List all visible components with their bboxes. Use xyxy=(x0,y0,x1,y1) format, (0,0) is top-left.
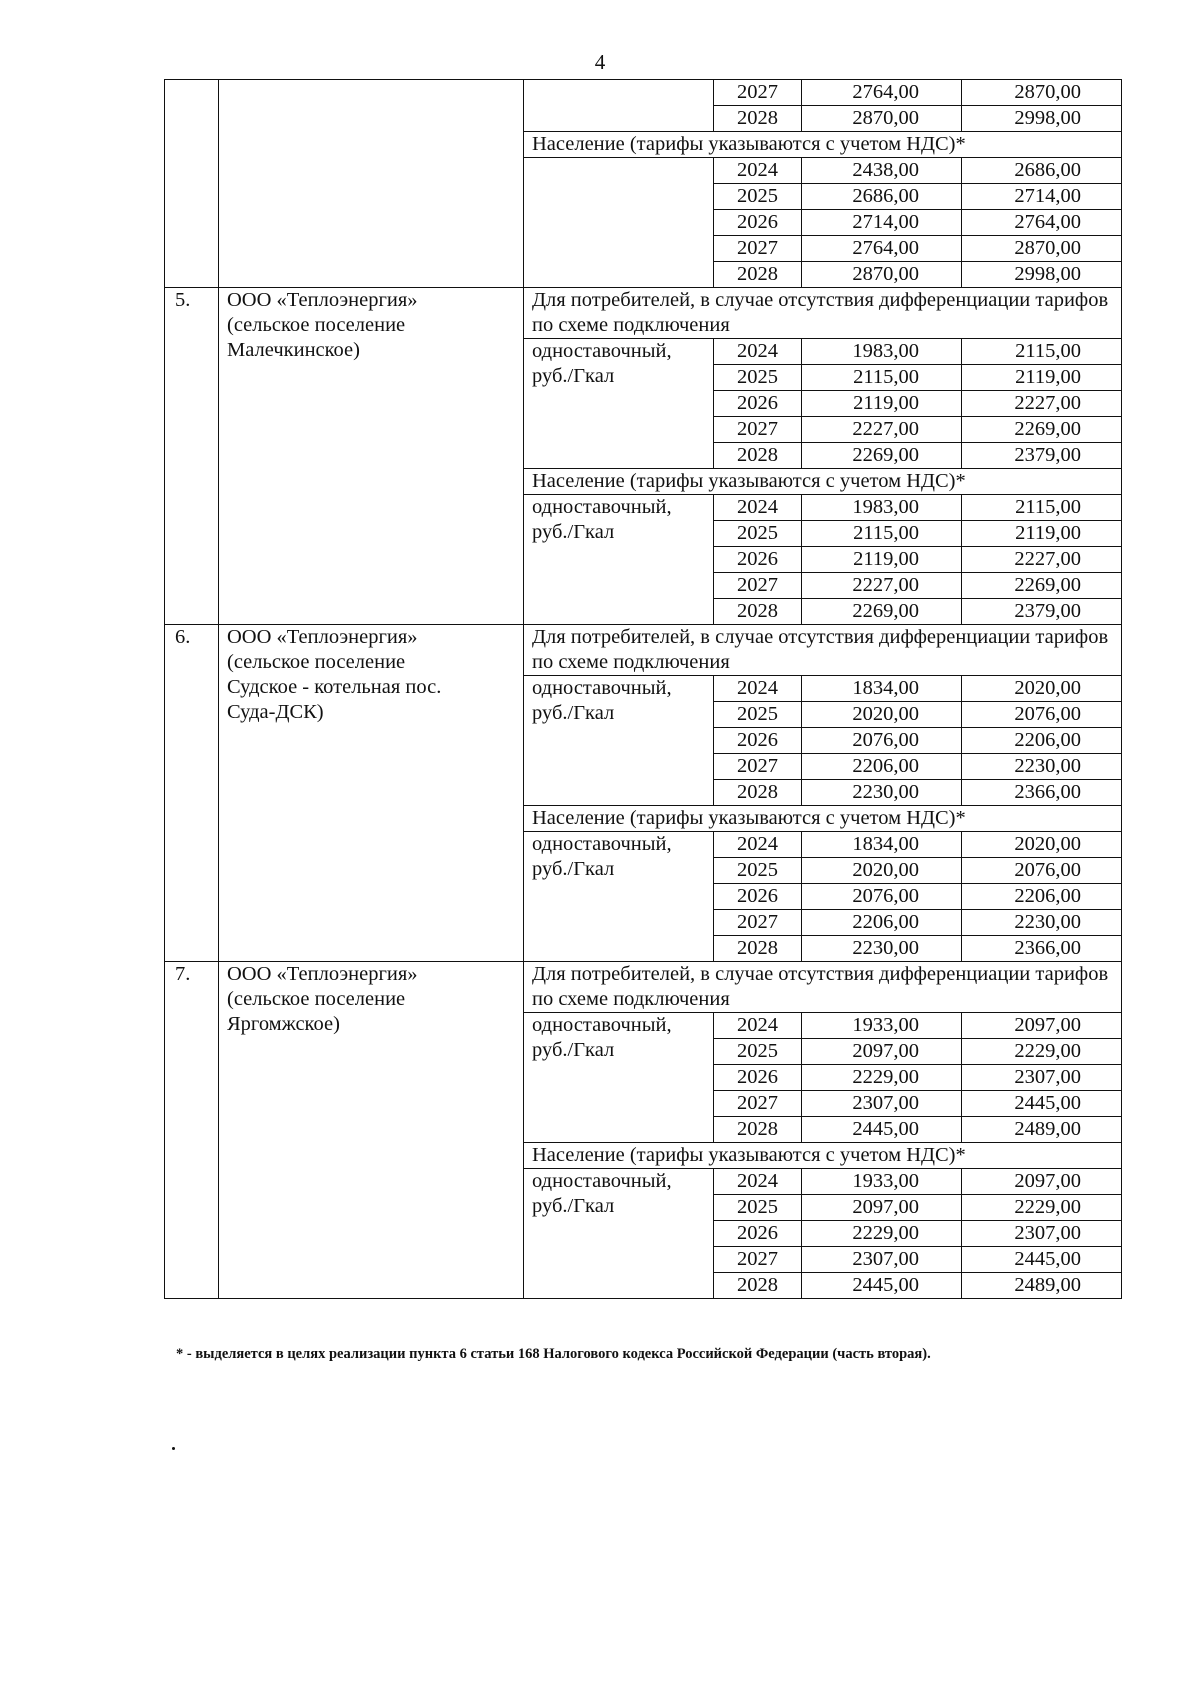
tariff-first-half-cell: 2020,00 xyxy=(802,702,962,728)
rate-label-cell xyxy=(524,158,714,288)
table-row xyxy=(165,80,1122,106)
organization-cell xyxy=(219,625,524,962)
rate-label-cell: одноставочный, руб./Гкал xyxy=(524,832,714,962)
year-cell: 2027 xyxy=(714,754,802,780)
tariff-first-half-cell: 1983,00 xyxy=(802,495,962,521)
tariff-first-half-cell: 2230,00 xyxy=(802,780,962,806)
organization-line: Суда-ДСК) xyxy=(227,701,324,723)
tariff-first-half-cell: 2206,00 xyxy=(802,754,962,780)
rate-label-cell: одноставочный, руб./Гкал xyxy=(524,339,714,469)
organization-line: Яргомжское) xyxy=(227,1013,340,1035)
organization-cell xyxy=(219,288,524,625)
consumers-header: Для потребителей, в случае отсутствия дифференциации тарифов по схеме подключения xyxy=(524,288,1122,339)
tariff-first-half-cell: 2445,00 xyxy=(802,1273,962,1299)
year-cell: 2027 xyxy=(714,236,802,262)
row-number-cell: 5. xyxy=(165,288,219,625)
organization-line: (сельское поселение xyxy=(227,651,406,673)
tariff-second-half-cell: 2227,00 xyxy=(962,547,1122,573)
tariff-first-half-cell: 1933,00 xyxy=(802,1013,962,1039)
year-cell: 2026 xyxy=(714,1065,802,1091)
year-cell: 2027 xyxy=(714,80,802,106)
tariff-first-half-cell: 2438,00 xyxy=(802,158,962,184)
tariff-second-half-cell: 2230,00 xyxy=(962,754,1122,780)
tariff-second-half-cell: 2119,00 xyxy=(962,365,1122,391)
year-cell: 2026 xyxy=(714,728,802,754)
tariff-second-half-cell: 2227,00 xyxy=(962,391,1122,417)
tariff-first-half-cell: 1834,00 xyxy=(802,676,962,702)
year-cell: 2025 xyxy=(714,702,802,728)
tariff-second-half-cell: 2379,00 xyxy=(962,599,1122,625)
tariff-first-half-cell: 2764,00 xyxy=(802,80,962,106)
tariff-second-half-cell: 2115,00 xyxy=(962,495,1122,521)
rate-label-cell xyxy=(524,80,714,132)
tariff-first-half-cell: 2119,00 xyxy=(802,391,962,417)
year-cell: 2027 xyxy=(714,417,802,443)
tariff-first-half-cell: 1933,00 xyxy=(802,1169,962,1195)
footnote: * - выделяется в целях реализации пункта 6 статьи 168 Налогового кодекса Российской Федерации (часть вторая). xyxy=(176,1346,931,1362)
year-cell: 2028 xyxy=(714,262,802,288)
tariff-second-half-cell: 2489,00 xyxy=(962,1117,1122,1143)
tariff-first-half-cell: 2269,00 xyxy=(802,599,962,625)
page-number: 4 xyxy=(594,50,606,74)
tariff-first-half-cell: 2307,00 xyxy=(802,1091,962,1117)
row-number-cell: 7. xyxy=(165,962,219,1299)
organization-line: ООО «Теплоэнергия» xyxy=(227,289,418,311)
row-number-cell xyxy=(165,80,219,288)
tariff-first-half-cell: 2115,00 xyxy=(802,521,962,547)
organization-cell xyxy=(219,962,524,1299)
organization-line: ООО «Теплоэнергия» xyxy=(227,963,418,985)
population-header: Население (тарифы указываются с учетом НДС)* xyxy=(524,132,1122,158)
tariff-second-half-cell: 2076,00 xyxy=(962,702,1122,728)
consumers-header: Для потребителей, в случае отсутствия дифференциации тарифов по схеме подключения xyxy=(524,962,1122,1013)
year-cell: 2024 xyxy=(714,339,802,365)
year-cell: 2026 xyxy=(714,391,802,417)
tariff-table xyxy=(164,79,1122,1299)
tariff-first-half-cell: 2230,00 xyxy=(802,936,962,962)
year-cell: 2025 xyxy=(714,521,802,547)
year-cell: 2027 xyxy=(714,1091,802,1117)
tariff-first-half-cell: 2076,00 xyxy=(802,884,962,910)
tariff-second-half-cell: 2764,00 xyxy=(962,210,1122,236)
organization-line: Малечкинское) xyxy=(227,339,360,361)
year-cell: 2026 xyxy=(714,1221,802,1247)
year-cell: 2028 xyxy=(714,780,802,806)
rate-label-cell: одноставочный, руб./Гкал xyxy=(524,1169,714,1299)
tariff-first-half-cell: 1834,00 xyxy=(802,832,962,858)
population-header: Население (тарифы указываются с учетом НДС)* xyxy=(524,469,1122,495)
year-cell: 2028 xyxy=(714,1273,802,1299)
year-cell: 2028 xyxy=(714,106,802,132)
tariff-first-half-cell: 2445,00 xyxy=(802,1117,962,1143)
tariff-first-half-cell: 2686,00 xyxy=(802,184,962,210)
year-cell: 2025 xyxy=(714,184,802,210)
tariff-second-half-cell: 2307,00 xyxy=(962,1221,1122,1247)
tariff-second-half-cell: 2206,00 xyxy=(962,728,1122,754)
row-number-cell: 6. xyxy=(165,625,219,962)
tariff-first-half-cell: 2115,00 xyxy=(802,365,962,391)
tariff-second-half-cell: 2686,00 xyxy=(962,158,1122,184)
tariff-second-half-cell: 2307,00 xyxy=(962,1065,1122,1091)
consumers-header: Для потребителей, в случае отсутствия дифференциации тарифов по схеме подключения xyxy=(524,625,1122,676)
year-cell: 2024 xyxy=(714,676,802,702)
tariff-first-half-cell: 2206,00 xyxy=(802,910,962,936)
tariff-second-half-cell: 2097,00 xyxy=(962,1013,1122,1039)
tariff-first-half-cell: 2227,00 xyxy=(802,417,962,443)
year-cell: 2028 xyxy=(714,1117,802,1143)
rate-label-cell: одноставочный, руб./Гкал xyxy=(524,1013,714,1143)
tariff-second-half-cell: 2998,00 xyxy=(962,262,1122,288)
tariff-first-half-cell: 2097,00 xyxy=(802,1195,962,1221)
tariff-second-half-cell: 2229,00 xyxy=(962,1039,1122,1065)
tariff-second-half-cell: 2269,00 xyxy=(962,417,1122,443)
tariff-second-half-cell: 2870,00 xyxy=(962,236,1122,262)
tariff-second-half-cell: 2445,00 xyxy=(962,1091,1122,1117)
tariff-first-half-cell: 2229,00 xyxy=(802,1065,962,1091)
year-cell: 2024 xyxy=(714,1169,802,1195)
tariff-second-half-cell: 2445,00 xyxy=(962,1247,1122,1273)
tariff-first-half-cell: 2227,00 xyxy=(802,573,962,599)
tariff-second-half-cell: 2714,00 xyxy=(962,184,1122,210)
rate-label-cell: одноставочный, руб./Гкал xyxy=(524,676,714,806)
tariff-second-half-cell: 2206,00 xyxy=(962,884,1122,910)
tariff-second-half-cell: 2097,00 xyxy=(962,1169,1122,1195)
rate-label-cell: одноставочный, руб./Гкал xyxy=(524,495,714,625)
organization-line: (сельское поселение xyxy=(227,988,406,1010)
tariff-second-half-cell: 2020,00 xyxy=(962,676,1122,702)
population-header: Население (тарифы указываются с учетом НДС)* xyxy=(524,1143,1122,1169)
tariff-first-half-cell: 2870,00 xyxy=(802,262,962,288)
year-cell: 2026 xyxy=(714,884,802,910)
tariff-first-half-cell: 2020,00 xyxy=(802,858,962,884)
year-cell: 2028 xyxy=(714,599,802,625)
year-cell: 2025 xyxy=(714,1039,802,1065)
organization-line: ООО «Теплоэнергия» xyxy=(227,626,418,648)
tariff-second-half-cell: 2870,00 xyxy=(962,80,1122,106)
year-cell: 2025 xyxy=(714,1195,802,1221)
tariff-second-half-cell: 2366,00 xyxy=(962,936,1122,962)
tariff-first-half-cell: 2076,00 xyxy=(802,728,962,754)
tariff-second-half-cell: 2119,00 xyxy=(962,521,1122,547)
year-cell: 2024 xyxy=(714,158,802,184)
tariff-second-half-cell: 2379,00 xyxy=(962,443,1122,469)
year-cell: 2026 xyxy=(714,210,802,236)
tariff-second-half-cell: 2230,00 xyxy=(962,910,1122,936)
population-header: Население (тарифы указываются с учетом НДС)* xyxy=(524,806,1122,832)
year-cell: 2024 xyxy=(714,495,802,521)
tariff-second-half-cell: 2366,00 xyxy=(962,780,1122,806)
tariff-first-half-cell: 2870,00 xyxy=(802,106,962,132)
tariff-second-half-cell: 2489,00 xyxy=(962,1273,1122,1299)
tariff-second-half-cell: 2076,00 xyxy=(962,858,1122,884)
tariff-second-half-cell: 2998,00 xyxy=(962,106,1122,132)
tariff-first-half-cell: 2229,00 xyxy=(802,1221,962,1247)
tariff-first-half-cell: 2097,00 xyxy=(802,1039,962,1065)
tariff-second-half-cell: 2269,00 xyxy=(962,573,1122,599)
tariff-first-half-cell: 2307,00 xyxy=(802,1247,962,1273)
year-cell: 2028 xyxy=(714,443,802,469)
year-cell: 2028 xyxy=(714,936,802,962)
tariff-first-half-cell: 1983,00 xyxy=(802,339,962,365)
organization-line: Судское - котельная пос. xyxy=(227,676,442,698)
tariff-second-half-cell: 2229,00 xyxy=(962,1195,1122,1221)
year-cell: 2026 xyxy=(714,547,802,573)
tariff-second-half-cell: 2115,00 xyxy=(962,339,1122,365)
tariff-first-half-cell: 2714,00 xyxy=(802,210,962,236)
tariff-first-half-cell: 2764,00 xyxy=(802,236,962,262)
tariff-first-half-cell: 2269,00 xyxy=(802,443,962,469)
year-cell: 2027 xyxy=(714,573,802,599)
tariff-first-half-cell: 2119,00 xyxy=(802,547,962,573)
organization-cell xyxy=(219,80,524,288)
organization-line: (сельское поселение xyxy=(227,314,406,336)
year-cell: 2027 xyxy=(714,1247,802,1273)
year-cell: 2025 xyxy=(714,365,802,391)
stray-dot xyxy=(172,1447,175,1450)
year-cell: 2027 xyxy=(714,910,802,936)
year-cell: 2025 xyxy=(714,858,802,884)
tariff-second-half-cell: 2020,00 xyxy=(962,832,1122,858)
year-cell: 2024 xyxy=(714,1013,802,1039)
year-cell: 2024 xyxy=(714,832,802,858)
